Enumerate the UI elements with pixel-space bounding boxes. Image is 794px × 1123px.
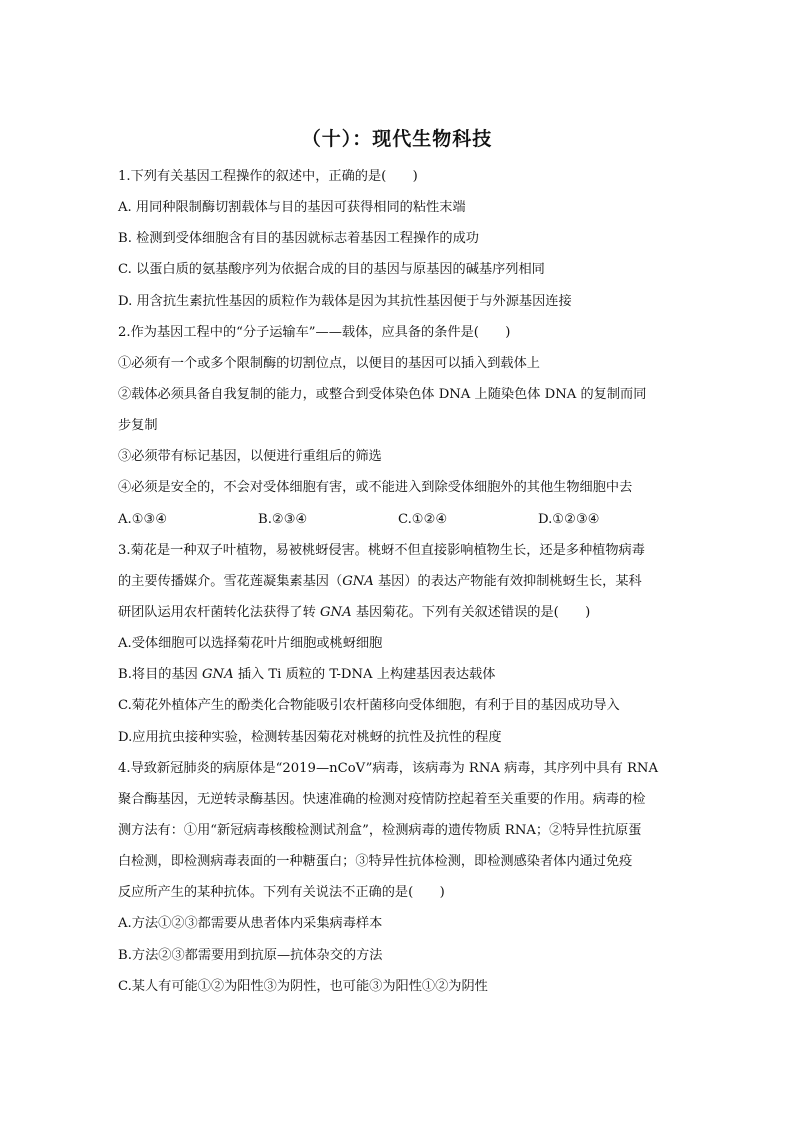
q2-options [118, 504, 683, 535]
q4-stem-line-4: 白检测，即检测病毒表面的一种糖蛋白；③特异性抗体检测，即检测感染者体内通过免疫 [118, 854, 633, 870]
q2-option-c: C.①②④ [398, 511, 448, 527]
q2-statement-2: ②载体必须具备自我复制的能力，或整合到受体染色体 DNA 上随染色体 DNA 的复制而同 [118, 386, 647, 402]
q4-stem-line-5: 反应所产生的某种抗体。下列有关说法不正确的是( ) [118, 885, 445, 901]
q3-option-c: C.菊花外植体产生的酚类化合物能吸引农杆菌移向受体细胞，有利于目的基因成功导入 [118, 698, 620, 714]
q4-option-c: C.某人有可能①②为阳性③为阴性，也可能③为阳性①②为阴性 [118, 978, 488, 994]
q4-stem-line-1: 4.导致新冠肺炎的病原体是“2019—nCoV”病毒，该病毒为 RNA 病毒，其序列中具有 RNA [118, 760, 658, 776]
gene-name: GNA [342, 573, 374, 589]
q4-option-a: A.方法①②③都需要从患者体内采集病毒样本 [118, 916, 383, 932]
q2-stem: 2.作为基因工程中的“分子运输车”——载体，应具备的条件是( ) [118, 324, 511, 340]
q3-line-3-post: 基因菊花。下列有关叙述错误的是( ) [351, 604, 591, 620]
q3-stem-line-2 [118, 566, 683, 597]
q4-option-b: B.方法②③都需要用到抗原—抗体杂交的方法 [118, 947, 383, 963]
q4-stem-line-2: 聚合酶基因，无逆转录酶基因。快速准确的检测对疫情防控起着至关重要的作用。病毒的检 [118, 791, 646, 807]
gene-name: GNA [202, 667, 234, 683]
q3-line-2-pre: 的主要传播媒介。雪花莲凝集素基因（ [118, 573, 343, 589]
q1-stem: 1.下列有关基因工程操作的叙述中，正确的是( ) [118, 169, 418, 184]
q2-statement-4: ④必须是安全的，不会对受体细胞有害，或不能进入到除受体细胞外的其他生物细胞中去 [118, 480, 633, 496]
q3-option-a: A.受体细胞可以选择菊花叶片细胞或桃蚜细胞 [118, 636, 383, 652]
q2-statement-1: ①必须有一个或多个限制酶的切割位点，以便目的基因可以插入到载体上 [118, 355, 540, 371]
q3-option-b [118, 659, 683, 690]
q1-option-b: B. 检测到受体细胞含有目的基因就标志着基因工程操作的成功 [118, 231, 479, 247]
q3-option-b-post: 插入 Ti 质粒的 T-DNA 上构建基因表达载体 [233, 667, 496, 683]
q3-option-b-pre: B.将目的基因 [118, 667, 203, 683]
q1-option-c: C. 以蛋白质的氨基酸序列为依据合成的目的基因与原基因的碱基序列相同 [118, 262, 545, 278]
q1-option-d: D. 用含抗生素抗性基因的质粒作为载体是因为其抗性基因便于与外源基因连接 [118, 293, 572, 309]
q3-line-3-pre: 研团队运用农杆菌转化法获得了转 [118, 604, 321, 620]
q1-option-a: A. 用同种限制酶切割载体与目的基因可获得相同的粘性末端 [118, 200, 466, 216]
question-list [118, 161, 683, 1002]
q2-option-b: B.②③④ [258, 511, 308, 527]
page-title: （十）：现代生物科技 [301, 128, 493, 150]
q3-line-2-post: 基因）的表达产物能有效抑制桃蚜生长，某科 [373, 573, 642, 589]
q2-statement-3: ③必须带有标记基因，以便进行重组后的筛选 [118, 449, 382, 465]
q2-statement-2-cont: 步复制 [118, 418, 158, 434]
q4-stem-line-3: 测方法有：①用“新冠病毒核酸检测试剂盒”，检测病毒的遗传物质 RNA；②特异性抗原蛋 [118, 822, 642, 838]
q3-stem-line-1: 3.菊花是一种双子叶植物，易被桃蚜侵害。桃蚜不但直接影响植物生长，还是多种植物病毒 [118, 542, 645, 558]
q3-option-d: D.应用抗虫接种实验，检测转基因菊花对桃蚜的抗性及抗性的程度 [118, 729, 502, 745]
q3-stem-line-3 [118, 597, 683, 628]
q2-option-a: A.①③④ [118, 511, 168, 527]
gene-name: GNA [320, 604, 352, 620]
q2-option-d: D.①②③④ [538, 511, 600, 527]
